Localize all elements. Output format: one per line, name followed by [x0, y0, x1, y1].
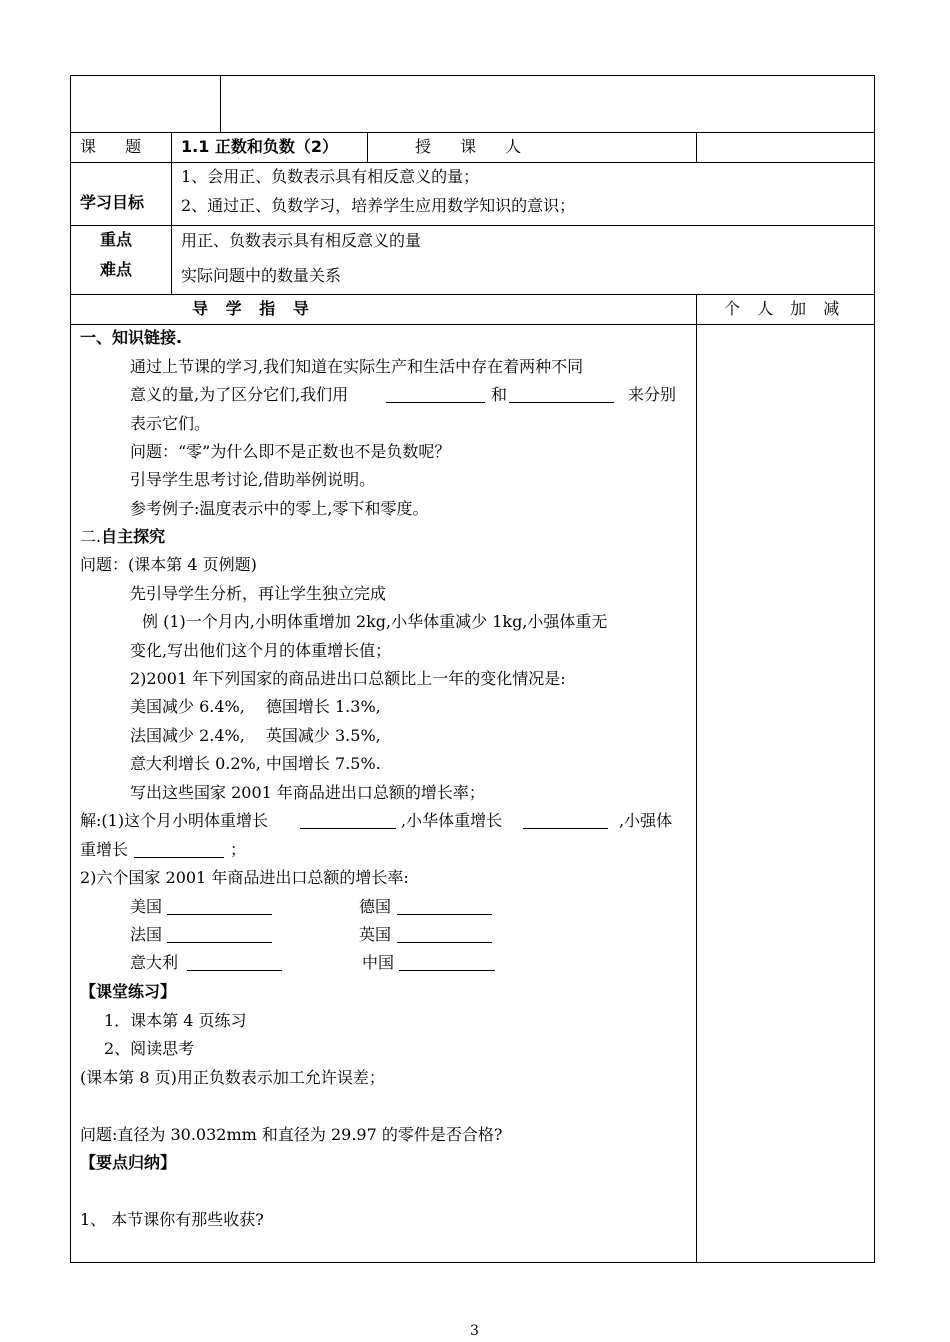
topic-label: 课 题	[80, 137, 154, 156]
blank-line	[523, 828, 608, 829]
summary-title: 【要点归纳】	[80, 1153, 177, 1172]
paragraph: 来分别	[628, 385, 677, 404]
table-line	[874, 75, 875, 1263]
blank-line	[187, 970, 282, 971]
blank-line	[300, 828, 396, 829]
solution: 解:(1)这个月小明体重增长	[80, 811, 269, 830]
paragraph: 引导学生思考讨论,借助举例说明。	[130, 470, 376, 489]
practice-item: (课本第 8 页)用正负数表示加工允许误差；	[80, 1068, 385, 1087]
table-line	[171, 132, 172, 294]
solution: ；	[230, 840, 247, 859]
paragraph: 表示它们。	[130, 414, 211, 433]
country-label: 美国	[130, 897, 163, 916]
difficult-label: 难点	[100, 260, 133, 279]
table-line	[70, 75, 875, 76]
practice-item: 2、阅读思考	[104, 1039, 195, 1058]
example: 例 (1)一个月内,小明体重增加 2kg,小华体重减少 1kg,小强体重无	[142, 612, 608, 631]
country-label: 德国	[359, 897, 392, 916]
blank-line	[134, 857, 224, 858]
guide-label: 导 学 指 导	[192, 299, 315, 318]
blank-line	[397, 942, 492, 943]
example: 变化,写出他们这个月的体重增长值；	[130, 641, 392, 660]
goals-label: 学习目标	[80, 193, 145, 212]
country-label: 法国	[130, 925, 163, 944]
teacher-label: 授 课 人	[415, 137, 534, 156]
question: 问题：“零”为什么即不是正数也不是负数呢？	[130, 442, 451, 461]
section-title-prefix: 二.	[80, 527, 102, 546]
blank-line	[399, 970, 495, 971]
country-label: 英国	[359, 925, 392, 944]
summary-item: 1、 本节课你有那些收获?	[80, 1210, 264, 1229]
country-label: 中国	[362, 953, 395, 972]
table-line	[70, 225, 875, 226]
blank-line	[386, 402, 485, 403]
solution: 2)六个国家 2001 年商品进出口总额的增长率:	[80, 868, 409, 887]
table-line	[70, 75, 71, 1263]
blank-line	[167, 914, 272, 915]
paragraph: 先引导学生分析，再让学生独立完成	[130, 584, 387, 603]
solution: ,小华体重增长	[401, 811, 503, 830]
goal-item: 1、会用正、负数表示具有相反意义的量；	[181, 167, 480, 186]
practice-item: 1．课本第 4 页练习	[104, 1011, 247, 1030]
key-label: 重点	[100, 230, 133, 249]
section-title-text: 自主探究	[101, 527, 166, 546]
solution: ,小强体	[619, 811, 673, 830]
paragraph: 参考例子:温度表示中的零上,零下和零度。	[130, 499, 429, 518]
paragraph: 通过上节课的学习,我们知道在实际生产和生活中存在着两种不同	[130, 357, 584, 376]
table-line	[70, 324, 875, 325]
example-row: 法国减少 2.4%, 英国减少 3.5%,	[130, 726, 381, 745]
key-point: 用正、负数表示具有相反意义的量	[181, 231, 422, 250]
section-title	[80, 527, 165, 547]
table-line	[70, 294, 875, 295]
table-line	[220, 75, 221, 133]
example: 2)2001 年下列国家的商品进出口总额比上一年的变化情况是:	[130, 669, 566, 688]
example-task: 写出这些国家 2001 年商品进出口总额的增长率；	[130, 783, 485, 802]
personal-label: 个 人 加 减	[724, 299, 846, 318]
example-row: 美国减少 6.4%, 德国增长 1.3%,	[130, 697, 381, 716]
practice-title: 【课堂练习】	[80, 982, 177, 1001]
blank-line	[397, 914, 492, 915]
section-title: 一、知识链接.	[80, 328, 183, 347]
blank-line	[509, 402, 614, 403]
blank-line	[167, 942, 272, 943]
table-line	[696, 294, 697, 1263]
question: 问题：(课本第 4 页例题)	[80, 555, 257, 574]
country-label: 意大利	[130, 953, 179, 972]
solution: 重增长	[80, 840, 129, 859]
goal-item: 2、通过正、负数学习，培养学生应用数学知识的意识；	[181, 196, 576, 215]
difficult-point: 实际问题中的数量关系	[181, 266, 342, 285]
table-line	[70, 162, 875, 163]
table-line	[70, 132, 875, 133]
page-number: 3	[470, 1323, 479, 1339]
paragraph: 和	[491, 385, 508, 404]
table-line	[696, 132, 697, 163]
practice-question: 问题:直径为 30.032mm 和直径为 29.97 的零件是否合格?	[80, 1125, 503, 1144]
example-row: 意大利增长 0.2%, 中国增长 7.5%.	[130, 754, 381, 773]
topic-value: 1.1 正数和负数（2）	[181, 137, 339, 156]
table-line	[70, 1262, 875, 1263]
table-line	[367, 132, 368, 163]
paragraph: 意义的量,为了区分它们,我们用	[130, 385, 349, 404]
